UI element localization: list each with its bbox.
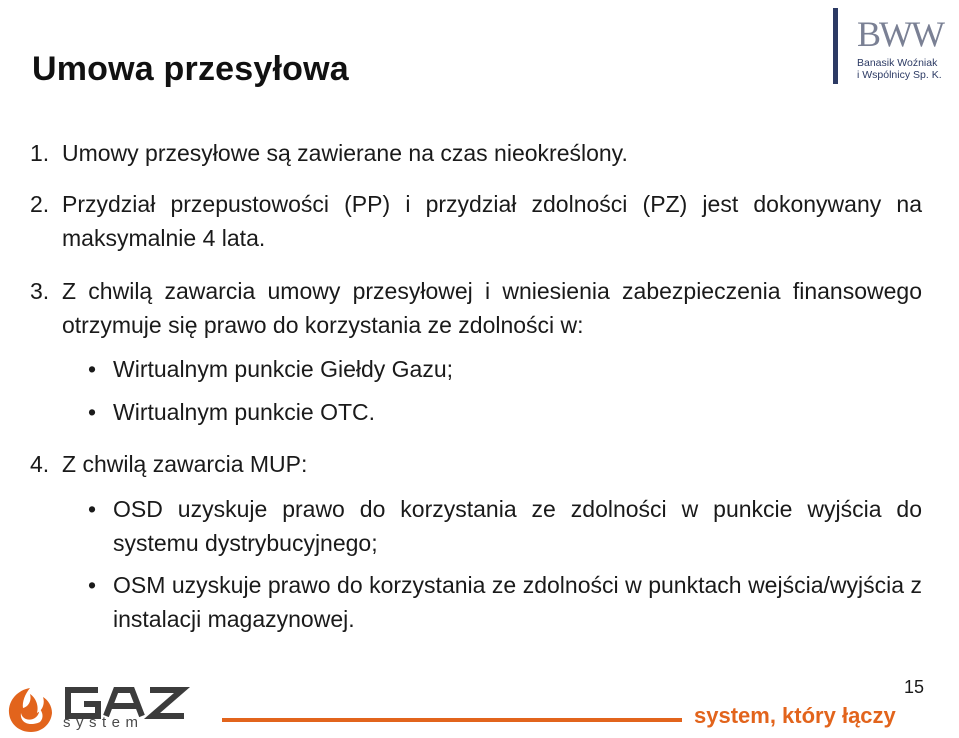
bww-logo — [833, 8, 953, 86]
list-item-text: Z chwilą zawarcia MUP: — [62, 451, 308, 477]
bullet-item — [88, 568, 922, 636]
list-item-number: 4. — [30, 451, 50, 477]
list-item-text: Z chwilą zawarcia umowy przesyłowej i wniesienia zabezpieczenia finansowego otrzymuje się prawo do korzystania ze zdolności w: — [62, 278, 922, 338]
bullet-item — [88, 352, 922, 386]
gaz-wordmark — [68, 690, 184, 716]
gaz-system-logo-text: system — [63, 714, 144, 731]
slide-title: Umowa przesyłowa — [32, 50, 349, 88]
bullet-item — [88, 492, 922, 560]
bullet-text: Wirtualnym punkcie OTC. — [113, 399, 376, 425]
list-item-3 — [30, 274, 922, 342]
bullet-dot: • — [88, 496, 97, 522]
bullet-dot: • — [88, 399, 97, 425]
bullet-item — [88, 395, 922, 429]
bww-logo-line1: Banasik Woźniak — [857, 57, 938, 69]
footer-divider — [222, 718, 682, 722]
list-item-text: Przydział przepustowości (PP) i przydział zdolności (PZ) jest dokonywany na maksymalnie 4 lata. — [62, 191, 922, 251]
page-number: 15 — [904, 677, 925, 697]
bww-logo-mark: BWW — [857, 14, 943, 54]
list-item-2 — [30, 187, 922, 255]
bullet-text: Wirtualnym punkcie Giełdy Gazu; — [113, 356, 454, 382]
list-item-1 — [30, 136, 922, 170]
list-item-number: 2. — [30, 191, 50, 217]
bullet-text: OSM uzyskuje prawo do korzystania ze zdolności w punktach wejścia/wyjścia z instalacji magazynowej. — [113, 572, 922, 632]
list-item-number: 3. — [30, 278, 50, 304]
list-item-text: Umowy przesyłowe są zawierane na czas nieokreślony. — [62, 140, 628, 166]
list-item-number: 1. — [30, 140, 50, 166]
bullet-text: OSD uzyskuje prawo do korzystania ze zdolności w punkcie wyjścia do systemu dystrybucyjnego; — [113, 496, 922, 556]
footer-slogan: system, który łączy — [694, 703, 896, 728]
list-item-4 — [30, 447, 922, 481]
bullet-dot: • — [88, 356, 97, 382]
bullet-dot: • — [88, 572, 97, 598]
flame-icon — [9, 688, 52, 732]
bww-logo-line2: i Wspólnicy Sp. K. — [857, 69, 942, 81]
bww-logo-bar — [833, 8, 838, 84]
